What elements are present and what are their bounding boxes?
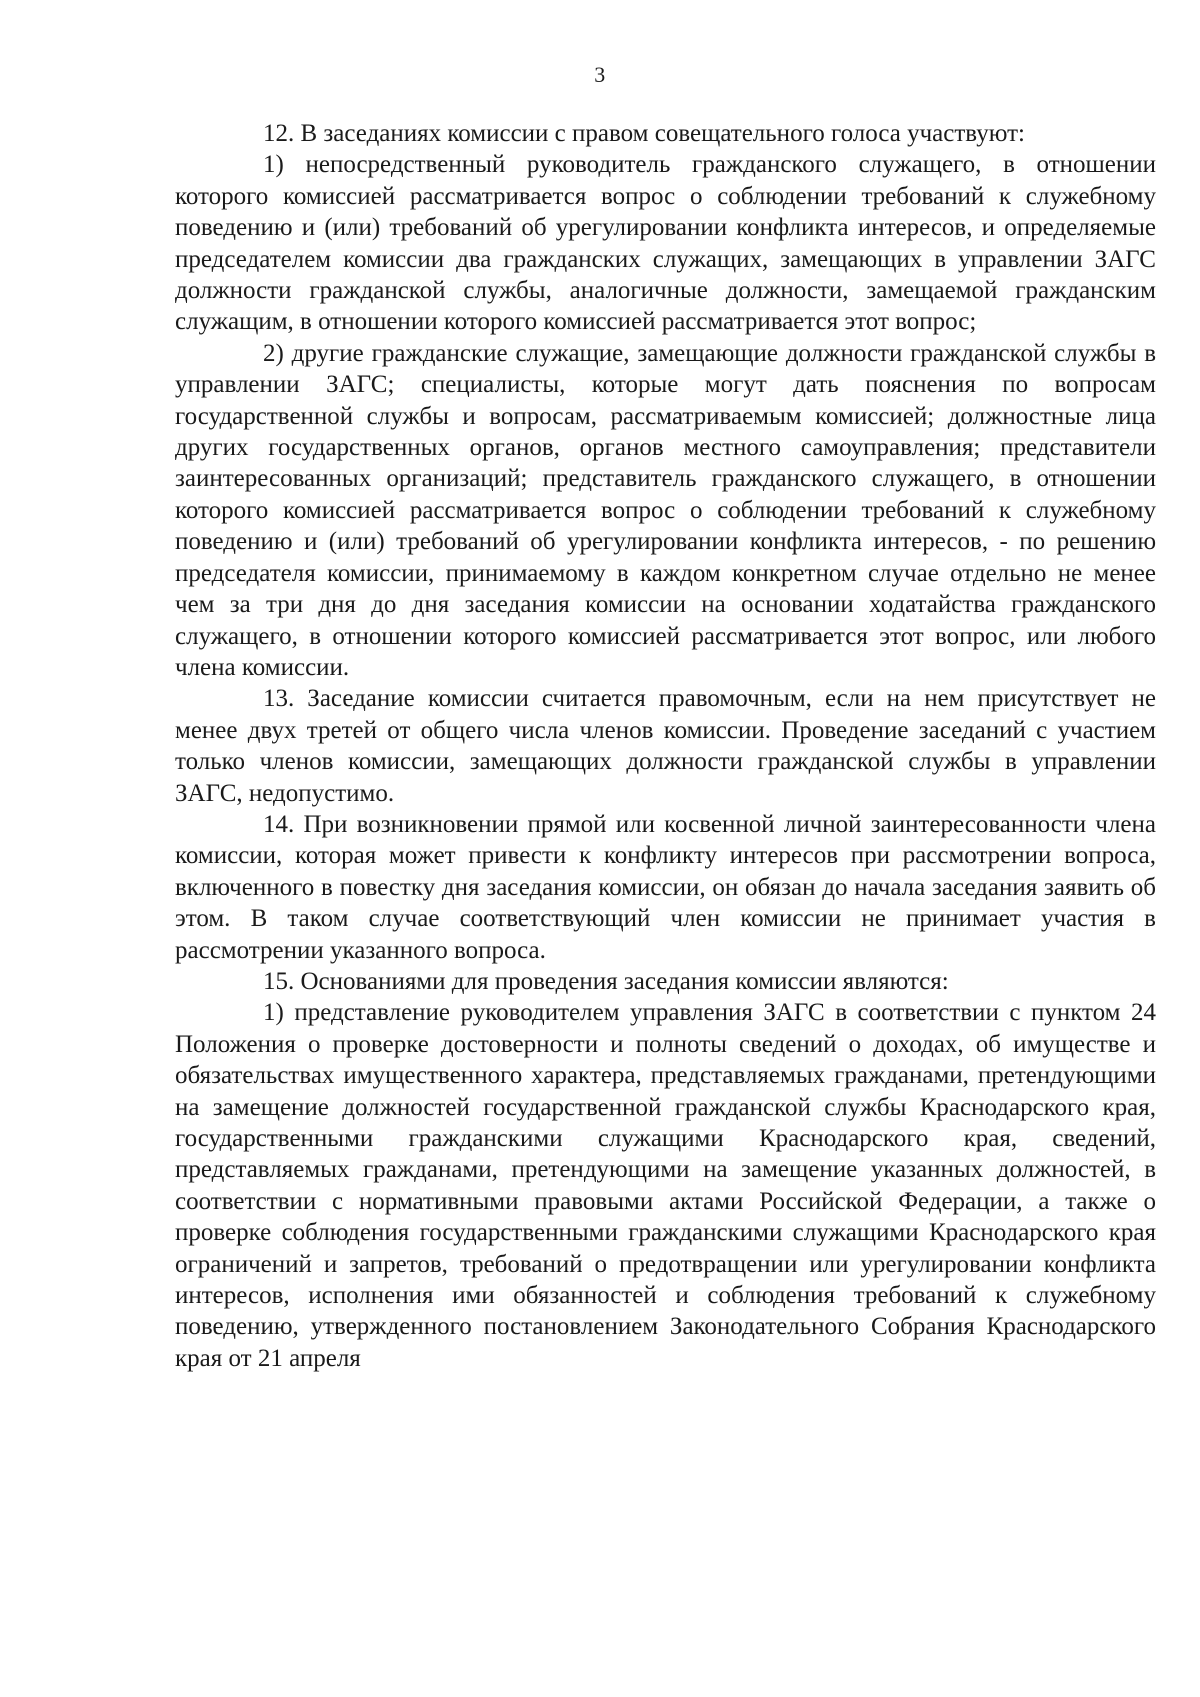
paragraph-15: 15. Основаниями для проведения заседания комиссии являются: [263, 967, 949, 995]
paragraph-13: 13. Заседание комиссии считается правомочным, если на нем присутствует не менее двух третей от общего числа членов комиссии. Проведение заседаний с участием только членов комиссии, замещающих должности гражданской службы в управлении ЗАГС, недопустимо. [175, 685, 1156, 807]
paragraph-12-item-2: 2) другие гражданские служащие, замещающие должности гражданской службы в управлении ЗАГС; специалисты, которые могут дать пояснения по вопросам государственной службы и вопросам, рассматриваемым комиссией; должностные лица других государственных органов, органов местного самоуправления; представители заинтересованных организаций; представитель гражданского служащего, в отношении которого комиссией рассматривается вопрос о соблюдении требований к служебному поведению и (или) требований об урегулировании конфликта интересов, - по решению председателя комиссии, принимаемому в каждом конкретном случае отдельно не менее чем за три дня до дня заседания комиссии на основании ходатайства гражданского служащего, в отношении которого комиссией рассматривается этот вопрос, или любого члена комиссии. [175, 339, 1156, 681]
paragraph-12: 12. В заседаниях комиссии с правом совещательного голоса участвуют: [263, 120, 1025, 147]
document-body [175, 118, 1156, 1374]
paragraph-15-item-1: 1) представление руководителем управления ЗАГС в соответствии с пунктом 24 Положения о проверке достоверности и полноты сведений о доходах, об имуществе и обязательствах имущественного характера, представляемых гражданами, претендующими на замещение должностей государственной гражданской службы Краснодарского края, государственными гражданскими служащими Краснодарского края, сведений, представляемых гражданами, претендующими на замещение указанных должностей, в соответствии с нормативными правовыми актами Российской Федерации, а также о проверке соблюдения государственными гражданскими служащими Краснодарского края ограничений и запретов, требований о предотвращении или урегулировании конфликта интересов, исполнения ими обязанностей и соблюдения требований к служебному поведению, утвержденного постановлением Законодательного Собрания Краснодарского края от 21 апреля [175, 999, 1156, 1372]
page-number: 3 [594, 62, 606, 87]
paragraph-14: 14. При возникновении прямой или косвенной личной заинтересованности члена комиссии, которая может привести к конфликту интересов при рассмотрении вопроса, включенного в повестку дня заседания комиссии, он обязан до начала заседания заявить об этом. В таком случае соответствующий член комиссии не принимает участия в рассмотрении указанного вопроса. [175, 810, 1156, 964]
paragraph-12-item-1: 1) непосредственный руководитель гражданского служащего, в отношении которого комиссией рассматривается вопрос о соблюдении требований к служебному поведению и (или) требований об урегулировании конфликта интересов, и определяемые председателем комиссии два гражданских служащих, замещающих в управлении ЗАГС должности гражданской службы, аналогичные должности, замещаемой гражданским служащим, в отношении которого комиссией рассматривается этот вопрос; [175, 151, 1156, 336]
